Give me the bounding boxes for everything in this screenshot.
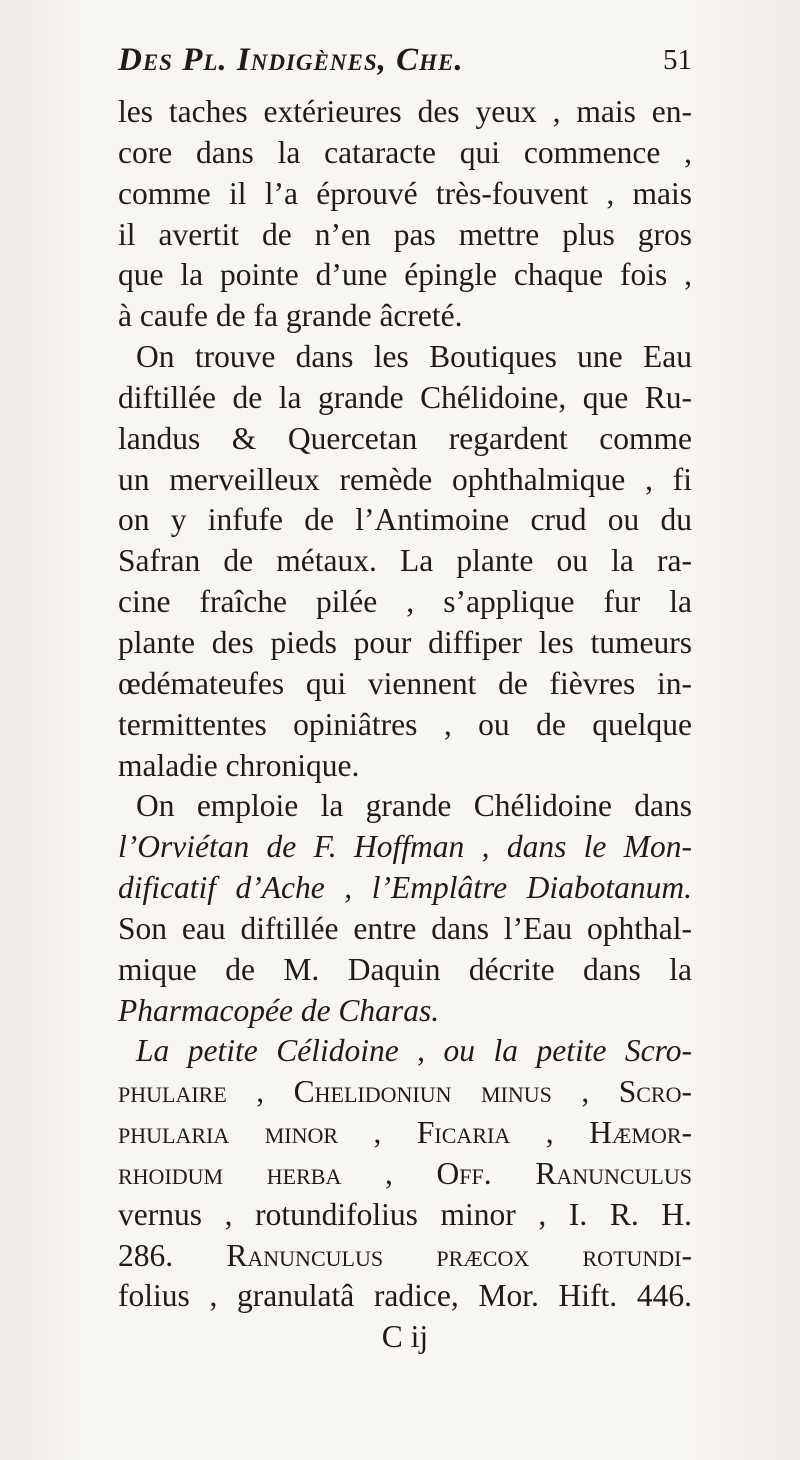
text-line-10: un merveilleux remède ophthalmique , fi <box>118 461 692 497</box>
text-line-19: l’Orviétan de F. Hoffman , dans le Mon- <box>118 829 692 865</box>
text-line-20: dificatif d’Ache , l’Emplâtre Diabotanum. <box>118 870 692 906</box>
text-line-6: à caufe de fa grande âcreté. <box>118 298 463 334</box>
body-text <box>118 92 692 1358</box>
text-line-23: Pharmacopée de Charas. <box>118 992 440 1028</box>
text-line-3: comme il l’a éprouvé très-fouvent , mais <box>118 175 692 211</box>
text-line-29: 286. Ranunculus præcox rotundi- <box>118 1237 692 1273</box>
text-line-13: cine fraîche pilée , s’applique fur la <box>118 584 692 620</box>
text-line-5: que la pointe d’une épingle chaque fois , <box>118 257 692 293</box>
text-line-11: on y infufe de l’Antimoine crud ou du <box>118 502 692 538</box>
text-line-9: landus & Quercetan regardent comme <box>118 420 692 456</box>
text-line-22: mique de M. Daquin décrite dans la <box>118 951 692 987</box>
text-line-25: phulaire , Chelidoniun minus , Scro- <box>118 1074 692 1110</box>
text-line-26: phularia minor , Ficaria , Hæmor- <box>118 1115 692 1151</box>
text-line-24: La petite Célidoine , ou la petite Scro- <box>136 1033 692 1069</box>
text-line-17: maladie chronique. <box>118 747 360 783</box>
text-line-12: Safran de métaux. La plante ou la ra- <box>118 543 692 579</box>
text-line-8: diftillée de la grande Chélidoine, que Ru- <box>118 379 692 415</box>
page-header <box>118 40 692 90</box>
text-line-7: On trouve dans les Boutiques une Eau <box>136 339 692 375</box>
text-line-27: rhoidum herba , Off. Ranunculus <box>118 1155 692 1191</box>
text-line-18: On emploie la grande Chélidoine dans <box>136 788 692 824</box>
text-line-28: vernus , rotundifolius minor , I. R. H. <box>118 1196 692 1232</box>
running-title: Des Pl. Indigènes, Che. <box>118 42 464 78</box>
page-number: 51 <box>663 44 692 76</box>
text-line-2: core dans la cataracte qui commence , <box>118 134 692 170</box>
text-line-30: folius , granulatâ radice, Mor. Hift. 446. <box>118 1278 692 1314</box>
text-line-14: plante des pieds pour diffiper les tumeurs <box>118 624 692 660</box>
signature-mark: C ij <box>381 1319 429 1355</box>
text-line-4: il avertit de n’en pas mettre plus gros <box>118 216 692 252</box>
text-line-1: les taches extérieures des yeux , mais en- <box>118 94 692 129</box>
text-line-16: termittentes opiniâtres , ou de quelque <box>118 706 692 742</box>
text-line-21: Son eau diftillée entre dans l’Eau ophthal- <box>118 910 692 946</box>
text-line-15: œdémateufes qui viennent de fièvres in- <box>118 665 692 701</box>
